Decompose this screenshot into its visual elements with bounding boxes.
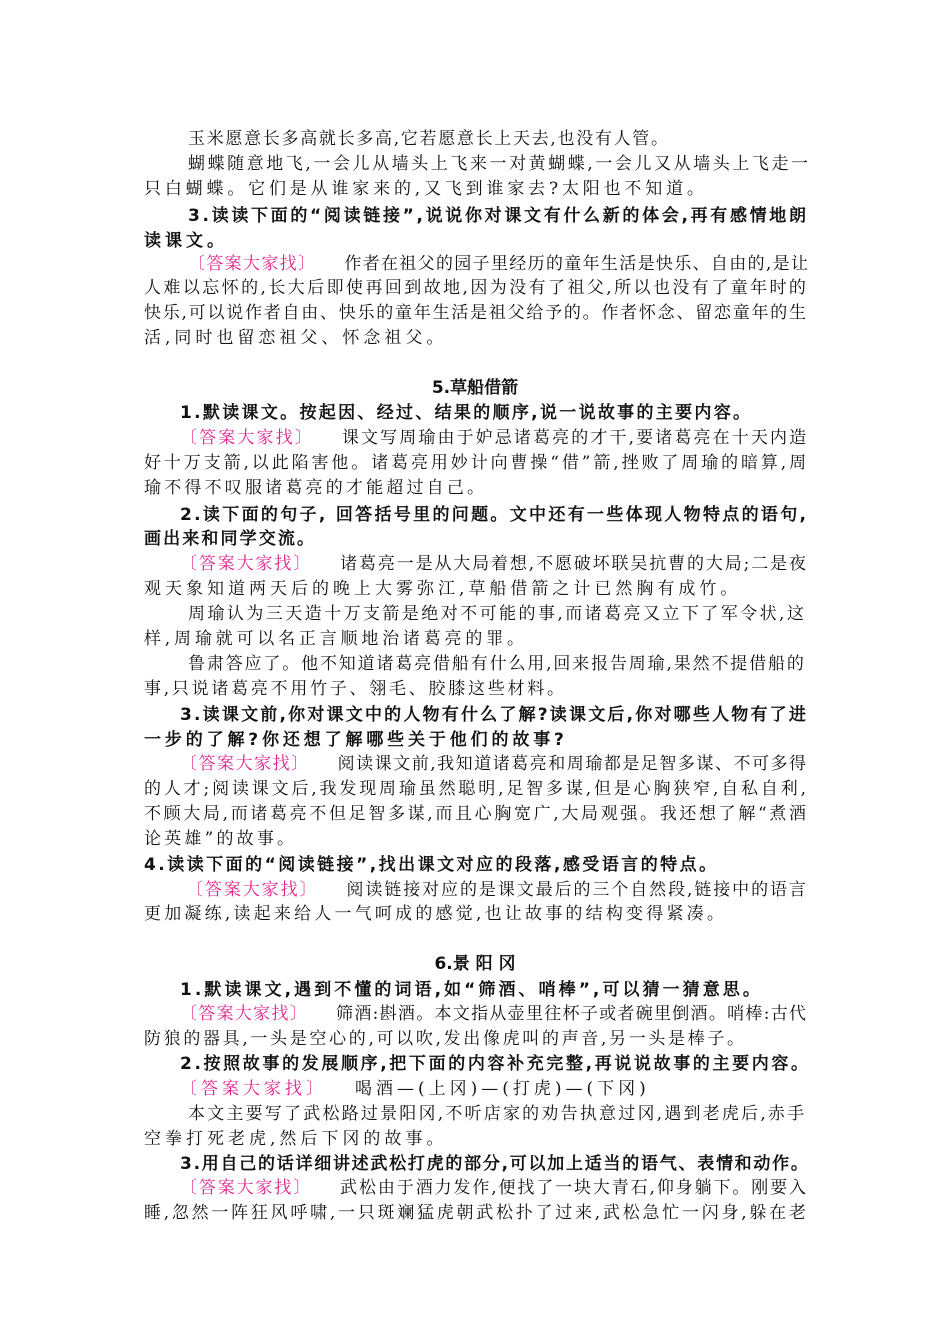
text-line [144,1198,864,1228]
line-text: 读课文。 [144,231,228,251]
line-text: 只白蝴蝶。它们是从谁家来的,又飞到谁家去?太阳也不知道。 [144,179,708,199]
answer-tag: 〔答案大家找〕 [180,754,310,774]
line-text: 筛酒:斟酒。本文指从壶里往杯子或者碗里倒酒。哨棒:古代 [336,1004,808,1024]
answer-tag: 〔答案大家找〕 [188,254,317,274]
line-text: 武松由于酒力发作,便找了一块大青石,仰身躺下。刚要入 [340,1178,808,1198]
line-text: 3.读课文前,你对课文中的人物有什么了解?读课文后,你对哪些人物有了进 [180,705,809,725]
text-line [144,473,864,503]
text-line [144,899,864,929]
answer-tag: 〔答案大家找〕 [180,554,313,574]
answer-tag: 〔答案大家找〕 [180,1178,313,1198]
line-text: 画出来和同学交流。 [144,529,317,549]
line-text: 一步的了解?你还想了解哪些关于他们的故事? [144,730,568,750]
line-text: 睡,忽然一阵狂风呼啸,一只斑斓猛虎朝武松扑了过来,武松急忙一闪身,躲在老 [144,1203,809,1223]
line-text: 快乐,可以说作者自由、快乐的童年生活是祖父给予的。作者怀念、留恋童年的生 [144,303,808,323]
line-text: 玉米愿意长多高就长多高,它若愿意长上天去,也没有人管。 [188,129,670,149]
line-text: 3.读读下面的“阅读链接”,说说你对课文有什么新的体会,再有感情地朗 [188,206,809,226]
text-line [144,323,864,353]
line-text: 论英雄”的故事。 [144,829,298,849]
line-text: 的人才;阅读课文后,我发现周瑜虽然聪明,足智多谋,但是心胸狭窄,自私自利, [144,779,809,799]
line-text: 5.草船借箭 [431,378,519,398]
line-text: 诸葛亮一是从大局着想,不愿破坏联吴抗曹的大局;二是夜 [340,554,808,574]
line-text: 喝酒—(上冈)—(打虎)—(下冈) [355,1079,650,1099]
line-text: 2.按照故事的发展顺序,把下面的内容补充完整,再说说故事的主要内容。 [180,1054,811,1074]
line-text: 阅读链接对应的是课文最后的三个自然段,链接中的语言 [346,880,808,900]
line-text: 不顾大局,而诸葛亮不但足智多谋,而且心胸宽广,大局观强。我还想了解“煮酒 [144,804,809,824]
line-text: 1.默读课文,遇到不懂的词语,如“筛酒、哨棒”,可以猜一猜意思。 [180,980,763,1000]
line-text: 好十万支箭,以此陷害他。诸葛亮用妙计向曹操“借”箭,挫败了周瑜的暗算,周 [144,453,809,473]
answer-tag: 〔答案大家找〕 [186,880,319,900]
line-text: 防狼的器具,一头是空心的,可以吹,发出像虎叫的声音,另一头是棒子。 [144,1029,747,1049]
line-text: 鲁肃答应了。他不知道诸葛亮借船有什么用,回来报告周瑜,果然不提借船的 [188,654,806,674]
line-text: 观天象知道两天后的晚上大雾弥江,草船借箭之计已然胸有成竹。 [144,579,742,599]
line-text: 样,周瑜就可以名正言顺地治诸葛亮的罪。 [144,629,528,649]
line-text: 课文写周瑜由于妒忌诸葛亮的才干,要诸葛亮在十天内造 [341,428,809,448]
line-text: 本文主要写了武松路过景阳冈,不听店家的劝告执意过冈,遇到老虎后,赤手 [188,1104,807,1124]
line-text: 1.默读课文。按起因、经过、结果的顺序,说一说故事的主要内容。 [180,403,753,423]
line-text: 2.读下面的句子, 回答括号里的问题。文中还有一些体现人物特点的语句, [180,505,809,525]
line-text: 周瑜认为三天造十万支箭是绝对不可能的事,而诸葛亮又立下了军令状,这 [188,604,807,624]
answer-tag: 〔答案大家找〕 [180,428,314,448]
answer-tag: 〔答案大家找〕 [180,1004,309,1024]
line-text: 人难以忘怀的,长大后即使再回到故地,因为没有了祖父,所以也没有了童年时的 [144,278,809,298]
line-text: 更加凝练,读起来给人一气呵成的感觉,也让故事的结构变得紧凑。 [144,904,728,924]
line-text: 瑜不得不叹服诸葛亮的才能超过自己。 [144,478,488,498]
line-text: 作者在祖父的园子里经历的童年生活是快乐、自由的,是让 [344,254,810,274]
line-text: 事,只说诸葛亮不用竹子、翎毛、胶膝这些材料。 [144,679,567,699]
line-text: 蝴蝶随意地飞,一会儿从墙头上飞来一对黄蝴蝶,一会儿又从墙头上飞走一 [188,154,811,174]
text-line [144,174,864,204]
line-text: 3.用自己的话详细讲述武松打虎的部分,可以加上适当的语气、表情和动作。 [180,1154,810,1174]
line-text: 阅读课文前,我知道诸葛亮和周瑜都是足智多谋、不可多得 [337,754,808,774]
answer-tag: 〔答案大家找〕 [180,1079,327,1099]
line-text: 空拳打死老虎,然后下冈的故事。 [144,1129,448,1149]
line-text: 活,同时也留恋祖父、怀念祖父。 [144,328,448,348]
line-text: 6.景 阳 冈 [434,954,516,974]
line-text: 4.读读下面的“阅读链接”,找出课文对应的段落,感受语言的特点。 [144,855,719,875]
